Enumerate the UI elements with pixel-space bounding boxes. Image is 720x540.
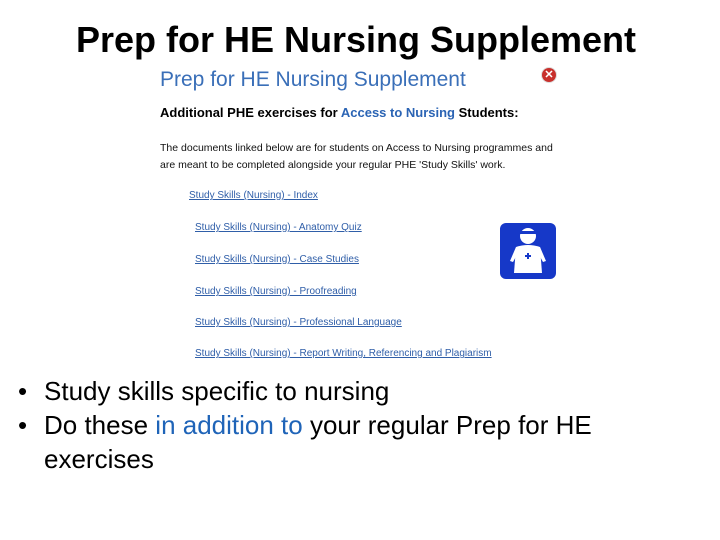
link-case-studies[interactable]: Study Skills (Nursing) - Case Studies xyxy=(195,254,359,265)
panel-title: Prep for HE Nursing Supplement xyxy=(160,68,466,91)
slide-title: Prep for HE Nursing Supplement xyxy=(75,19,637,60)
intro-text: The documents linked below are for students on Access to Nursing programmes and are meant to be completed alongside your regular PHE 'Study Skills' work. xyxy=(160,142,553,171)
link-proofreading[interactable]: Study Skills (Nursing) - Proofreading xyxy=(195,286,357,297)
close-icon[interactable]: ✕ xyxy=(542,68,556,82)
sub-heading xyxy=(160,105,519,120)
bullet-text-1: Study skills specific to nursing xyxy=(44,376,390,406)
sub-heading-prefix: Additional PHE exercises for xyxy=(160,105,341,120)
screenshot-panel xyxy=(150,64,570,364)
link-professional-language[interactable]: Study Skills (Nursing) - Professional Language xyxy=(195,317,402,328)
sub-heading-accent: Access to Nursing xyxy=(340,105,456,120)
bullet-item xyxy=(18,374,708,408)
bullet-text-2a: Do these xyxy=(44,410,156,440)
bullet-item xyxy=(18,408,708,476)
bullet-list xyxy=(18,374,708,476)
bullet-highlight: in addition to xyxy=(155,410,303,440)
link-report-writing[interactable]: Study Skills (Nursing) - Report Writing, Referencing and Plagiarism xyxy=(195,348,492,359)
bullet-text-2b: your regular Prep for HE exercises xyxy=(44,410,592,474)
link-anatomy-quiz[interactable]: Study Skills (Nursing) - Anatomy Quiz xyxy=(195,222,362,233)
nurse-icon xyxy=(500,223,556,279)
sub-heading-suffix: Students: xyxy=(455,105,519,120)
link-index[interactable]: Study Skills (Nursing) - Index xyxy=(189,190,318,201)
